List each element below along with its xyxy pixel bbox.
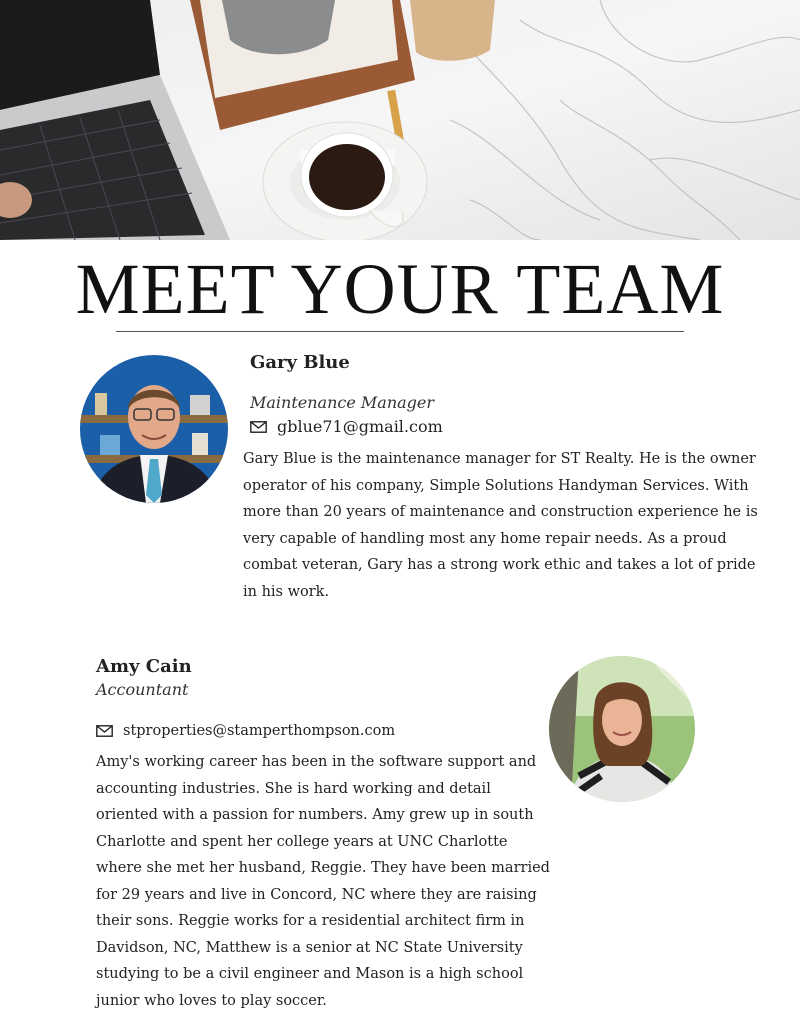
member-email[interactable]: stproperties@stamperthompson.com: [123, 723, 396, 739]
member-bio: Gary Blue is the maintenance manager for ST Realty. He is the owner operator of his company, Simple Solutions Handyman Services. With more than 20 years of maintenance and construction experience he is very capable of handling most any home repair needs. As a proud combat veteran, Gary has a strong work ethic and takes a lot of pride in his work.: [243, 451, 758, 600]
avatar-amy-cain: [549, 656, 695, 802]
member-email-row: [96, 723, 395, 739]
envelope-icon: [250, 421, 267, 433]
member-email-row: [250, 417, 443, 436]
member-bio: Amy's working career has been in the software support and accounting industries. She is hard working and detail oriented with a passion for numbers. Amy grew up in south Charlotte and spent her college years at UNC Charlotte where she met her husband, Reggie. They have been married for 29 years and live in Concord, NC where they are raising their sons. Reggie works for a residential architect firm in Davidson, NC, Matthew is a senior at NC State University studying to be a civil engineer and Mason is a high school junior who loves to play soccer.: [96, 754, 550, 1009]
avatar-gary-blue: [80, 355, 228, 503]
title-divider: [116, 331, 684, 332]
member-role: Maintenance Manager: [250, 393, 435, 412]
page-title: MEET YOUR TEAM: [75, 249, 725, 329]
member-email[interactable]: gblue71@gmail.com: [277, 417, 443, 436]
member-name: Amy Cain: [96, 656, 192, 677]
member-role: Accountant: [96, 680, 189, 699]
hero-photo: [0, 0, 800, 240]
member-name: Gary Blue: [250, 352, 350, 373]
envelope-icon: [96, 725, 113, 737]
